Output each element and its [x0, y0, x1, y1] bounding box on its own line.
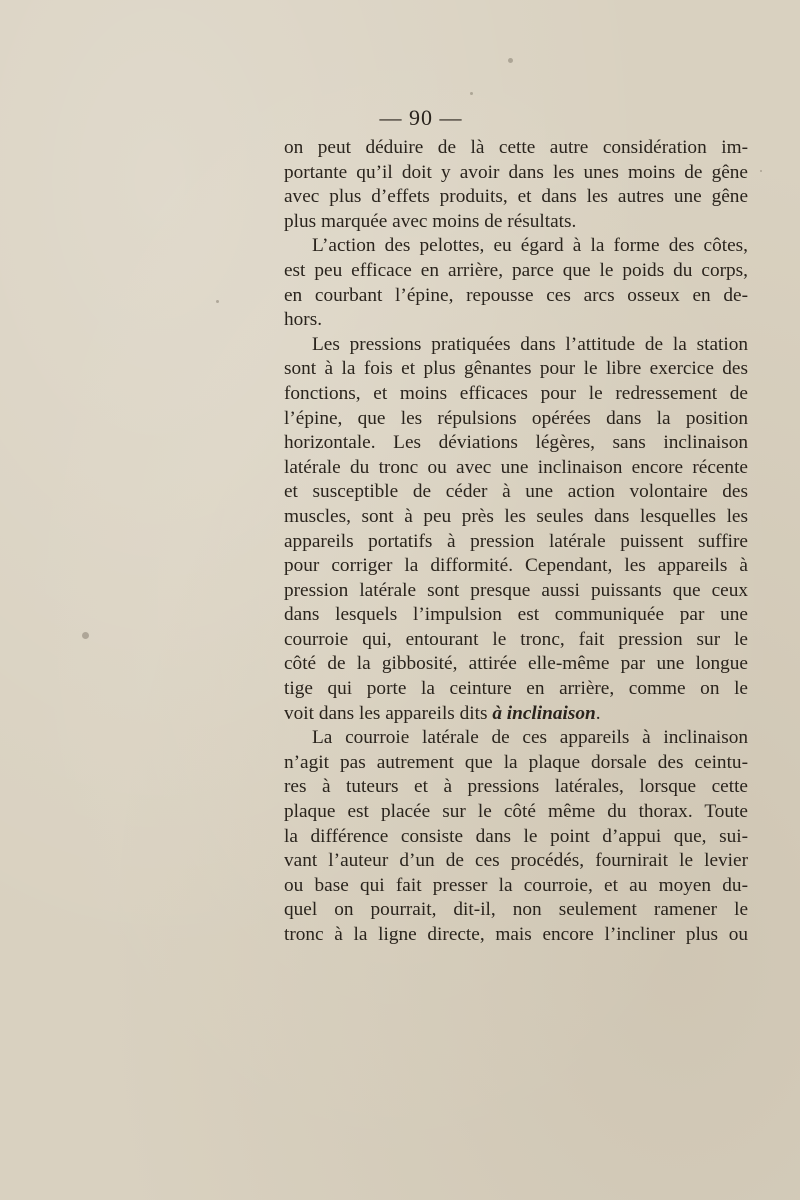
text-line: tronc à la ligne directe, mais encore l’incliner plus ou [284, 924, 748, 945]
text-line: tige qui porte la ceinture en arrière, comme on le [284, 678, 748, 700]
paper-speck [508, 58, 513, 63]
paragraph [284, 234, 748, 332]
text-line: res à tuteurs et à pressions latérales, lorsque cette [284, 776, 748, 798]
text-line: fonctions, et moins efficaces pour le redressement de [284, 382, 748, 404]
text-line-prefix: voit dans les appareils dits [284, 702, 493, 724]
text-line: La courroie latérale de ces appareils à inclinaison [312, 727, 748, 749]
text-line-suffix: . [595, 702, 601, 724]
text-line: l’épine, que les répulsions opérées dans la position [284, 407, 748, 429]
text-line: hors. [284, 309, 323, 331]
text-line: muscles, sont à peu près les seules dans lesquelles les [284, 505, 748, 527]
text-line: n’agit pas autrement que la plaque dorsale des ceintu- [284, 751, 748, 773]
text-line: pression latérale sont presque aussi puissants que ceux [284, 579, 748, 601]
paper-speck [82, 632, 89, 639]
text-line: ou base qui fait presser la courroie, et au moyen du- [284, 874, 748, 896]
text-line: courroie qui, entourant le tronc, fait pression sur le [284, 628, 748, 650]
text-line: plaque est placée sur le côté même du thorax. Toute [284, 801, 748, 823]
text-line: portante qu’il doit y avoir dans les unes moins de gêne [284, 161, 748, 183]
text-line: pour corriger la difformité. Cependant, les appareils à [284, 555, 748, 577]
text-line: L’action des pelottes, eu égard à la forme des côtes, [312, 235, 748, 257]
text-line: en courbant l’épine, repousse ces arcs osseux en de- [284, 284, 748, 306]
text-line: est peu efficace en arrière, parce que le poids du corps, [284, 259, 748, 281]
text-line: avec plus d’effets produits, et dans les autres une gêne [284, 186, 748, 208]
text-line: appareils portatifs à pression latérale puissent suffire [284, 530, 748, 552]
text-line: quel on pourrait, dit-il, non seulement ramener le [284, 899, 748, 921]
text-line: Les pressions pratiquées dans l’attitude de la station [312, 333, 748, 355]
text-line: latérale du tronc ou avec une inclinaison encore récente [284, 456, 748, 478]
page-number: — 90 — [379, 105, 463, 130]
emphasized-term: à inclinaison [492, 702, 596, 724]
text-line: plus marquée avec moins de résultats. [284, 210, 577, 232]
text-line: vant l’auteur d’un de ces procédés, fournirait le levier [284, 850, 748, 872]
paragraph [284, 726, 748, 947]
paragraph [284, 333, 748, 727]
text-line: horizontale. Les déviations légères, sans inclinaison [284, 432, 748, 454]
text-line: et susceptible de céder à une action volontaire des [284, 481, 748, 503]
body-text [284, 136, 748, 948]
paper-speck [470, 92, 473, 95]
paragraph [284, 136, 748, 234]
text-line: dans lesquels l’impulsion est communiquée par une [284, 604, 748, 626]
paper-speck [216, 300, 219, 303]
text-line: sont à la fois et plus gênantes pour le libre exercice des [284, 358, 748, 380]
text-line: côté de la gibbosité, attirée elle-même par une longue [284, 653, 748, 675]
paper-speck [760, 170, 762, 172]
text-line [284, 702, 748, 727]
text-line: la différence consiste dans le point d’appui que, sui- [284, 825, 748, 847]
text-line: on peut déduire de là cette autre considération im- [284, 137, 748, 158]
